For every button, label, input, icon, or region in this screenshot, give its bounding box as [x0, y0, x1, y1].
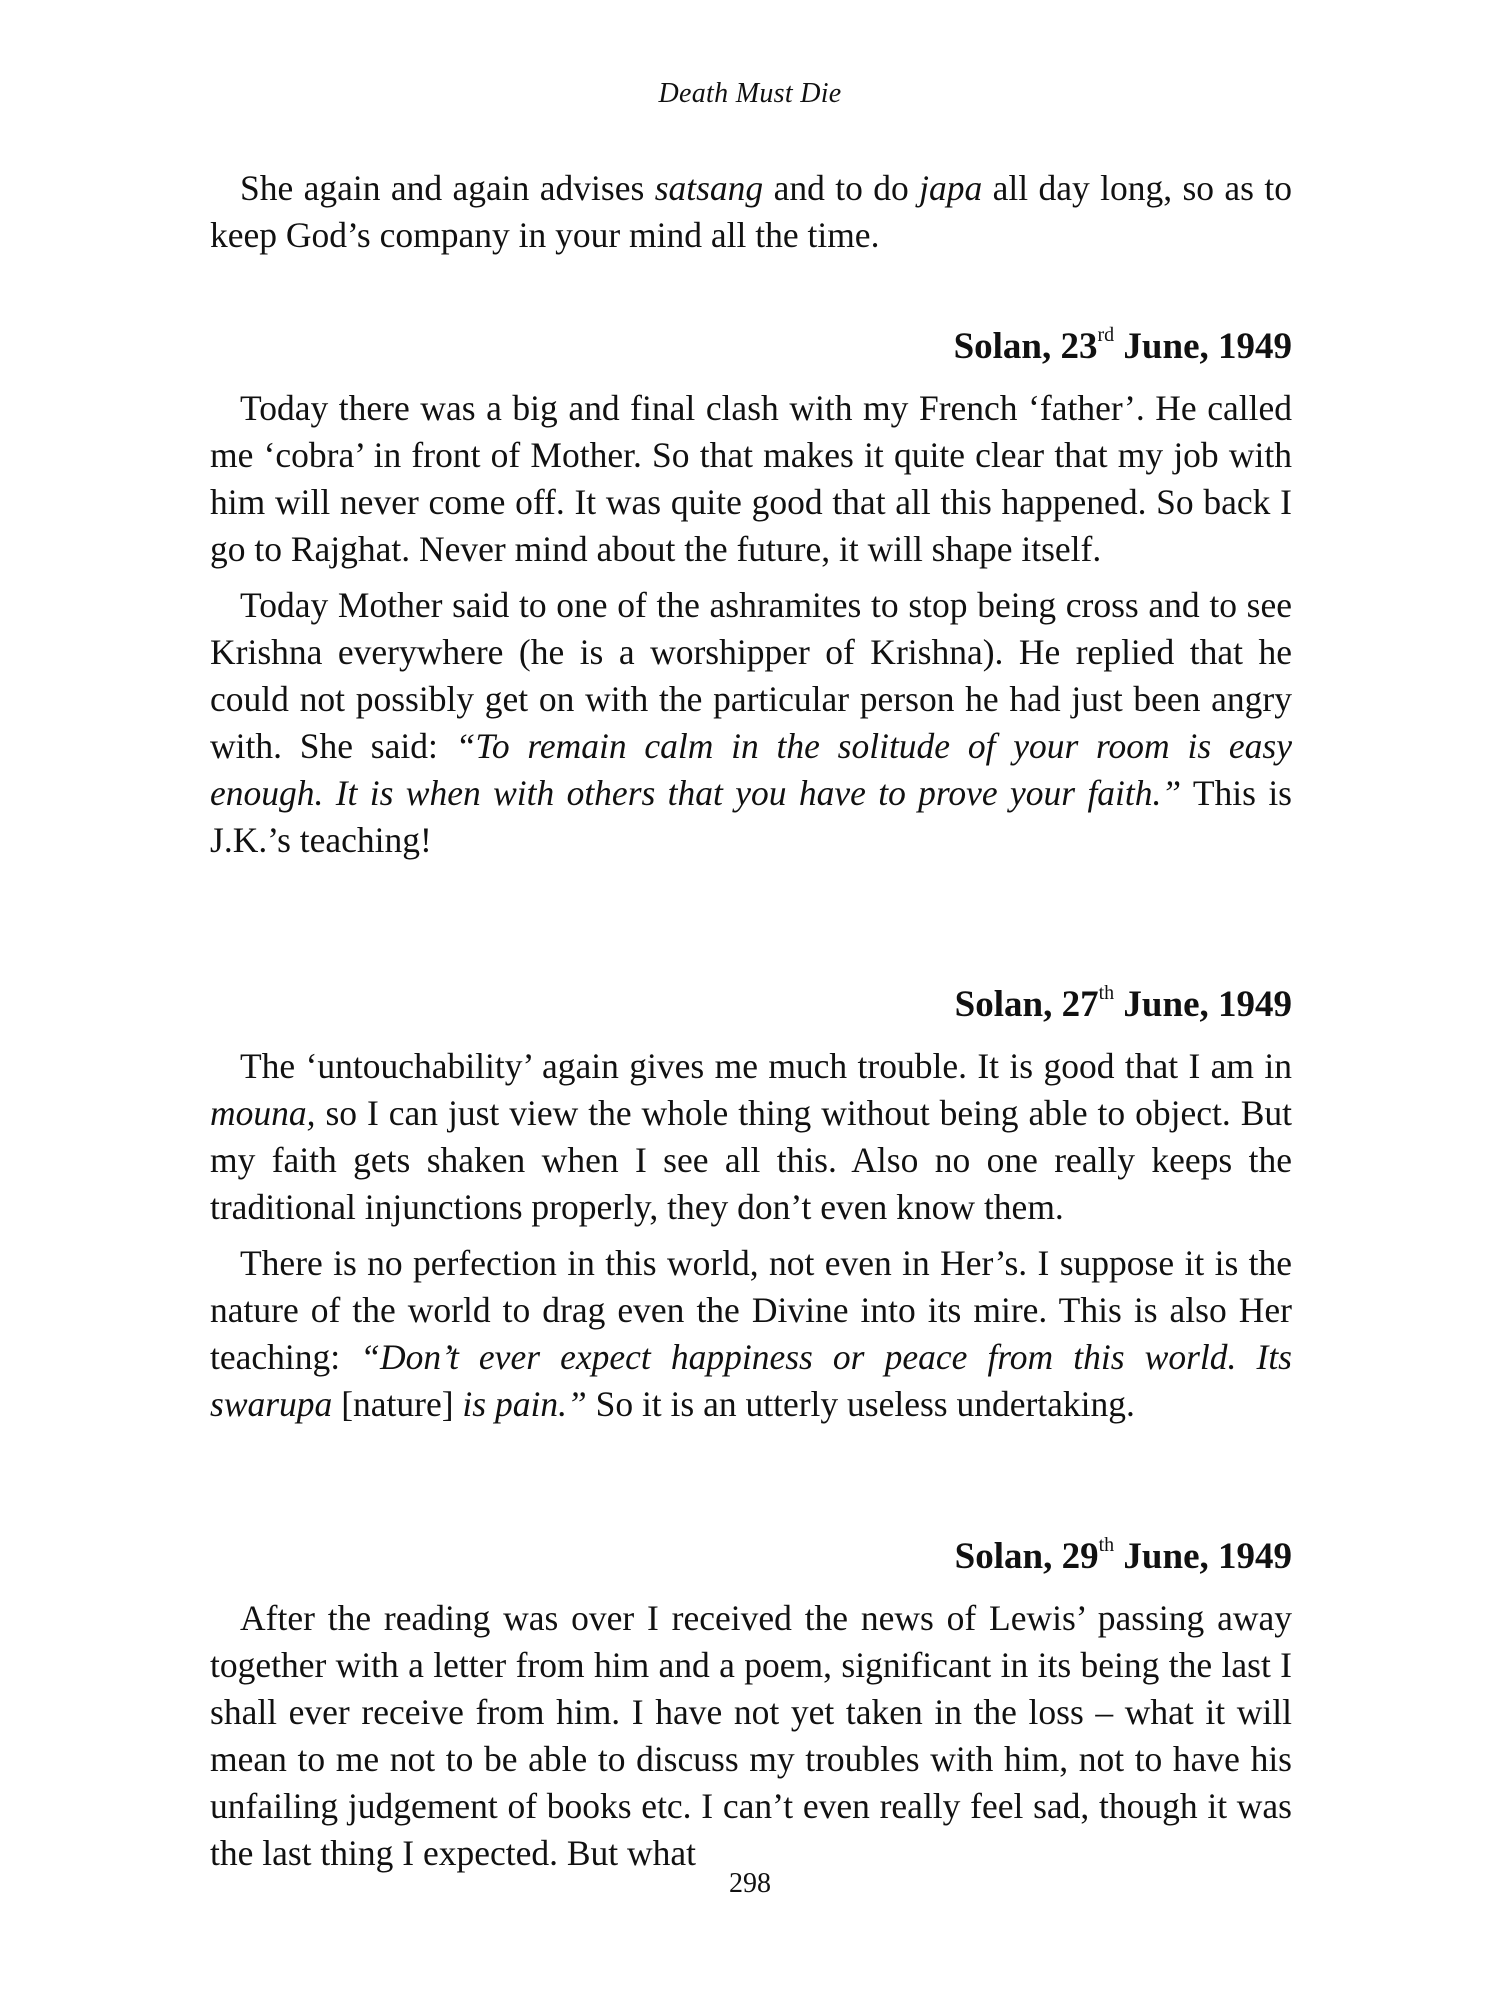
intro-text: [210, 165, 1292, 268]
entry-heading-27-june: Solan, 27th June, 1949: [954, 981, 1292, 1025]
paragraph: There is no perfection in this world, not even in Her’s. I suppose it is the nature of the world to drag even the Divine into its mire. This is also Her teaching: “Don’t ever expect happiness or peace from this world. Its swarupa [nature] is pain.” So it is an utterly useless undertaking.: [210, 1243, 1292, 1424]
paragraph: After the reading was over I received the news of Lewis’ passing away together with a letter from him and a poem, significant in its being the last I shall ever receive from him. I have not yet taken in the loss – what it will mean to me not to be able to discuss my troubles with him, not to have his unfailing judgement of books etc. I can’t even really feel sad, though it was the last thing I expected. But what: [210, 1598, 1292, 1873]
paragraph: She again and again advises satsang and to do japa all day long, so as to keep God’s company in your mind all the time.: [210, 168, 1292, 255]
entry-text-29-june: [210, 1595, 1292, 1886]
entry-text-27-june: [210, 1043, 1292, 1437]
paragraph: The ‘untouchability’ again gives me much trouble. It is good that I am in mouna, so I can just view the whole thing without being able to object. But my faith gets shaken when I see all this. Also no one really keeps the traditional injunctions properly, they don’t even know them.: [210, 1046, 1292, 1227]
running-head: Death Must Die: [658, 78, 842, 109]
entry-heading-23-june: Solan, 23rd June, 1949: [953, 323, 1292, 367]
page-number: 298: [729, 1868, 771, 1899]
entry-heading-29-june: Solan, 29th June, 1949: [954, 1533, 1292, 1577]
paragraph: Today Mother said to one of the ashramites to stop being cross and to see Krishna everywhere (he is a worshipper of Krishna). He replied that he could not possibly get on with the particular person he had just been angry with. She said: “To remain calm in the solitude of your room is easy enough. It is when with others that you have to prove your faith.” This is J.K.’s teaching!: [210, 585, 1293, 860]
entry-text-23-june: [210, 385, 1292, 873]
paragraph: Today there was a big and final clash with my French ‘father’. He called me ‘cobra’ in front of Mother. So that makes it quite clear that my job with him will never come off. It was quite good that all this happened. So back I go to Rajghat. Never mind about the future, it will shape itself.: [210, 388, 1292, 569]
